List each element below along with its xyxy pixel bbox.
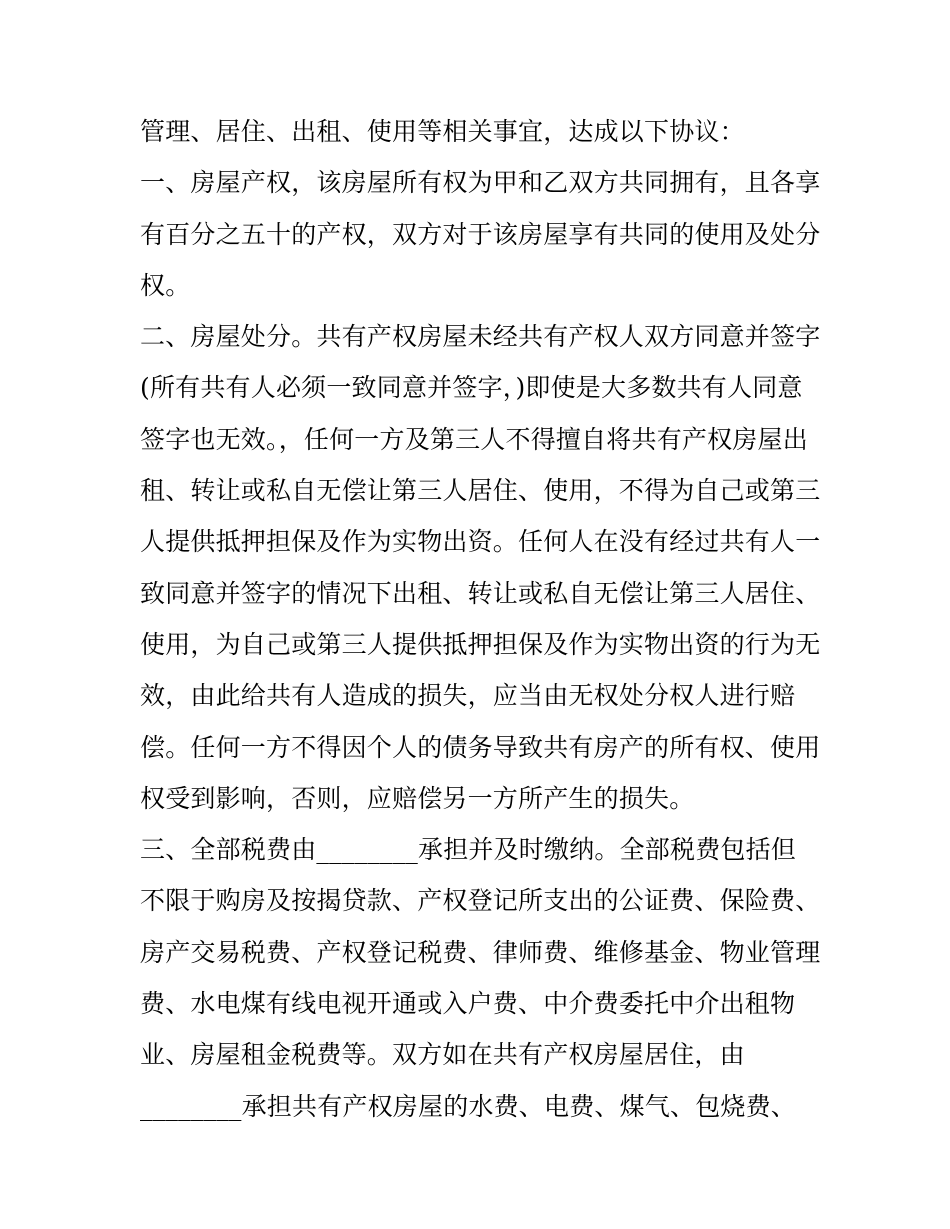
text-line: 签字也无效。，任何一方及第三人不得擅自将共有产权房屋出: [140, 424, 808, 454]
text-line: 使用，为自己或第三人提供抵押担保及作为实物出资的行为无: [140, 629, 821, 659]
text-line: (所有共有人必须一致同意并签字，)即使是大多数共有人同意: [140, 373, 803, 403]
agreement-body-text: [140, 106, 820, 1132]
text-line: 业、房屋租金税费等。双方如在共有产权房屋居住，由: [140, 1040, 745, 1070]
text-line: 效，由此给共有人造成的损失，应当由无权处分权人进行赔: [140, 681, 796, 711]
text-line: 致同意并签字的情况下出租、转让或私自无偿让第三人居住、: [140, 578, 821, 608]
text-line: 管理、居住、出租、使用等相关事宜，达成以下协议：: [140, 117, 745, 146]
text-line: 二、房屋处分。共有产权房屋未经共有产权人双方同意并签字: [140, 322, 821, 352]
text-line: 权。: [140, 270, 191, 300]
text-line: 偿。任何一方不得因个人的债务导致共有房产的所有权、使用: [140, 732, 821, 762]
text-line: 人提供抵押担保及作为实物出资。任何人在没有经过共有人一: [140, 527, 821, 557]
text-line: 三、全部税费由________承担并及时缴纳。全部税费包括但: [140, 835, 797, 865]
text-line: 租、转让或私自无偿让第三人居住、使用，不得为自己或第三: [140, 476, 821, 506]
text-line: 不限于购房及按揭贷款、产权登记所支出的公证费、保险费、: [140, 886, 821, 916]
text-line: 一、房屋产权，该房屋所有权为甲和乙双方共同拥有，且各享: [140, 168, 821, 198]
text-line: 有百分之五十的产权，双方对于该房屋享有共同的使用及处分: [140, 219, 821, 249]
text-line: 权受到影响，否则，应赔偿另一方所产生的损失。: [140, 783, 695, 813]
text-line: ________承担共有产权房屋的水费、电费、煤气、包烧费、: [140, 1091, 797, 1121]
text-line: 房产交易税费、产权登记税费、律师费、维修基金、物业管理: [140, 937, 821, 967]
text-line: 费、水电煤有线电视开通或入户费、中介费委托中介出租物: [140, 989, 796, 1019]
